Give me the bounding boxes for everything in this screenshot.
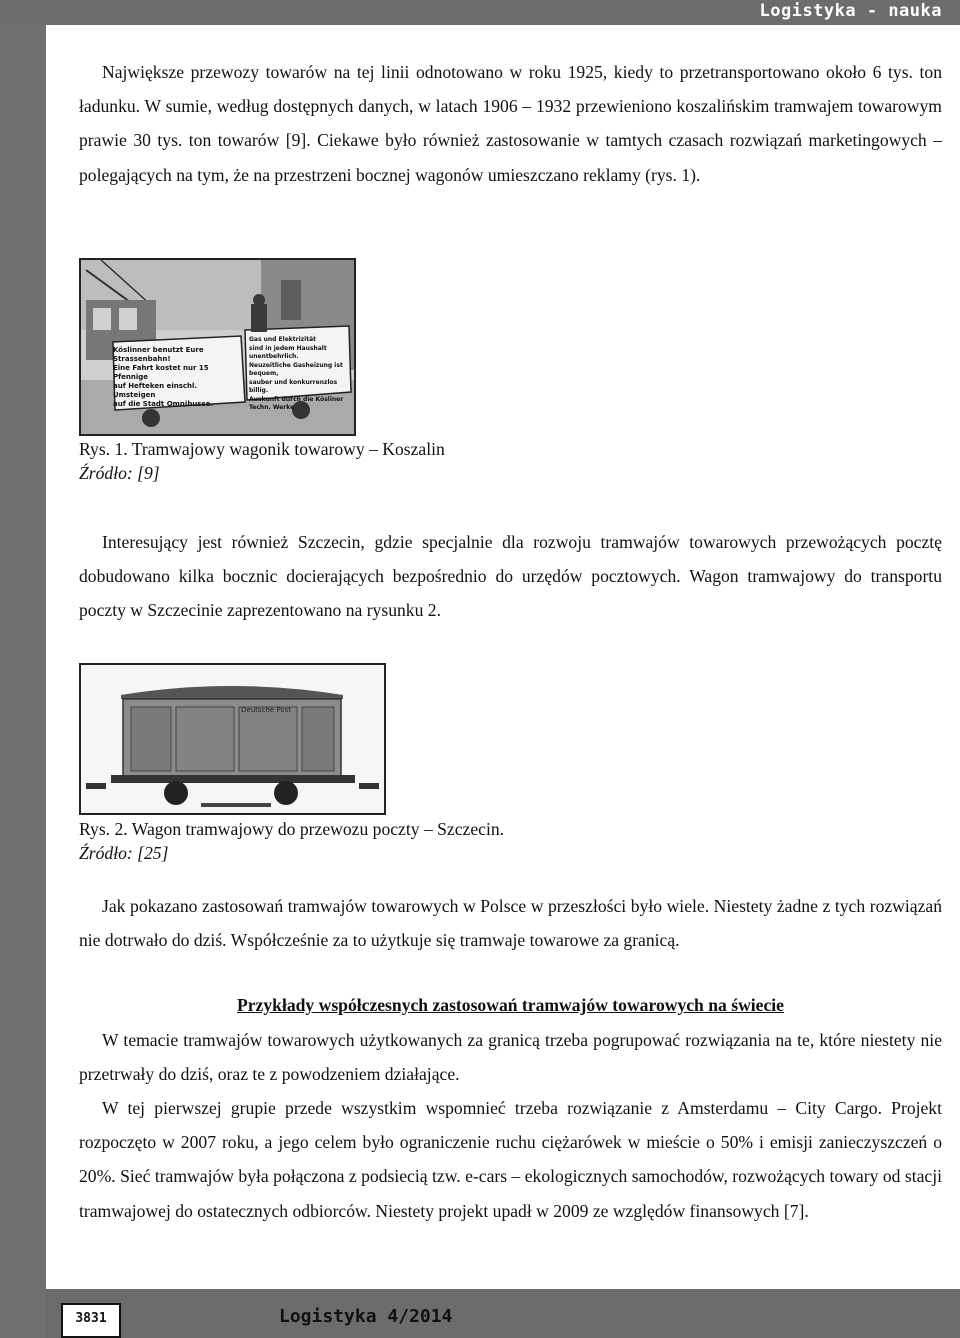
journal-title: Logistyka 4/2014 <box>279 1306 453 1327</box>
ad-board-left <box>113 346 241 409</box>
paragraph-1: Największe przewozy towarów na tej linii odnotowano w roku 1925, kiedy to przetransportowano około 6 tys. ton ładunku. W sumie, według dostępnych danych, w latach 1906 – 1932 przewieniono koszalińskim tramwajem towarowym prawie 30 tys. ton towarów [9]. Ciekawe było również zastosowanie w tamtych czasach rozwiązań marketingowych – polegających na tym, że na przestrzeni bocznej wagonów umieszczano reklamy (rys. 1). <box>79 62 942 185</box>
side-bar <box>0 25 46 1338</box>
ad-board-left-line: auf Hefteken einschl. Umsteigen <box>113 382 198 399</box>
ad-board-right-line: sauber und konkurrenzlos billig. <box>249 378 338 394</box>
header-bar <box>0 0 960 25</box>
figure-1-source: Źródło: [9] <box>79 463 160 483</box>
page-number: 3831 <box>61 1303 121 1338</box>
ad-board-right-line: Neuzeitliche Gasheizung ist bequem, <box>249 361 343 377</box>
paragraph-5: W tej pierwszej grupie przede wszystkim wspomnieć trzeba rozwiązanie z Amsterdamu – City Cargo. Projekt rozpoczęto w 2007 roku, a jego celem było ograniczenie ruchu ciężarówek w mieście o 50% i emisji zanieczyszczeń o 20%. Sieć tramwajów była połączona z podsiecią tzw. e-cars – ekologicznych samochodów, rozwożących towary od stacji tramwajowej do ostatecznych odbiorców. Niestety projekt upadł w 2009 ze względów finansowych [7]. <box>79 1098 942 1221</box>
figure-2-image <box>79 663 386 815</box>
figure-2-source: Źródło: [25] <box>79 843 169 863</box>
ad-board-right-line: sind in jedem Haushalt unentbehrlich. <box>249 344 327 360</box>
ad-board-left-line: auf die Stadt Omnibusse. <box>113 400 214 408</box>
paragraph-4: W temacie tramwajów towarowych użytkowanych za granicą trzeba pogrupować rozwiązania na te, które niestety nie przetrwały do dziś, oraz te z powodzeniem działające. <box>79 1030 942 1085</box>
paragraph-2: Interesujący jest również Szczecin, gdzie specjalnie dla rozwoju tramwajów towarowych przewożących pocztę dobudowano kilka bocznic docierających bezpośrednio do urzędów pocztowych. Wagon tramwajowy do transportu poczty w Szczecinie zaprezentowano na rysunku 2. <box>79 532 942 621</box>
paragraph-3: Jak pokazano zastosowań tramwajów towarowych w Polsce w przeszłości było wiele. Niestety żadne z tych rozwiązań nie dotrwało do dziś. Współcześnie za to użytkuje się tramwaje towarowe za granicą. <box>79 896 942 951</box>
figure-1-image <box>79 258 356 436</box>
section-title: Logistyka - nauka <box>759 1 942 21</box>
ad-board-right <box>249 336 349 413</box>
figure-2-caption: Rys. 2. Wagon tramwajowy do przewozu poczty – Szczecin. <box>79 819 505 839</box>
ad-board-left-line: Eine Fahrt kostet nur 15 Pfennige <box>113 364 209 381</box>
ad-board-right-line: Gas und Elektrizität <box>249 336 316 343</box>
footer-bar <box>46 1289 960 1338</box>
section-heading: Przykłady współczesnych zastosowań tramwajów towarowych na świecie <box>237 995 784 1015</box>
postal-wagon-photo <box>81 665 384 813</box>
ad-board-right-line: Auskunft durch die Kösliner Techn. Werke <box>249 395 344 411</box>
wagon-lettering: Deutsche Post <box>241 706 291 714</box>
ad-board-left-line: Köslinner benutzt Eure Strassenbahn! <box>113 346 204 363</box>
figure-1-caption: Rys. 1. Tramwajowy wagonik towarowy – Koszalin <box>79 439 445 459</box>
